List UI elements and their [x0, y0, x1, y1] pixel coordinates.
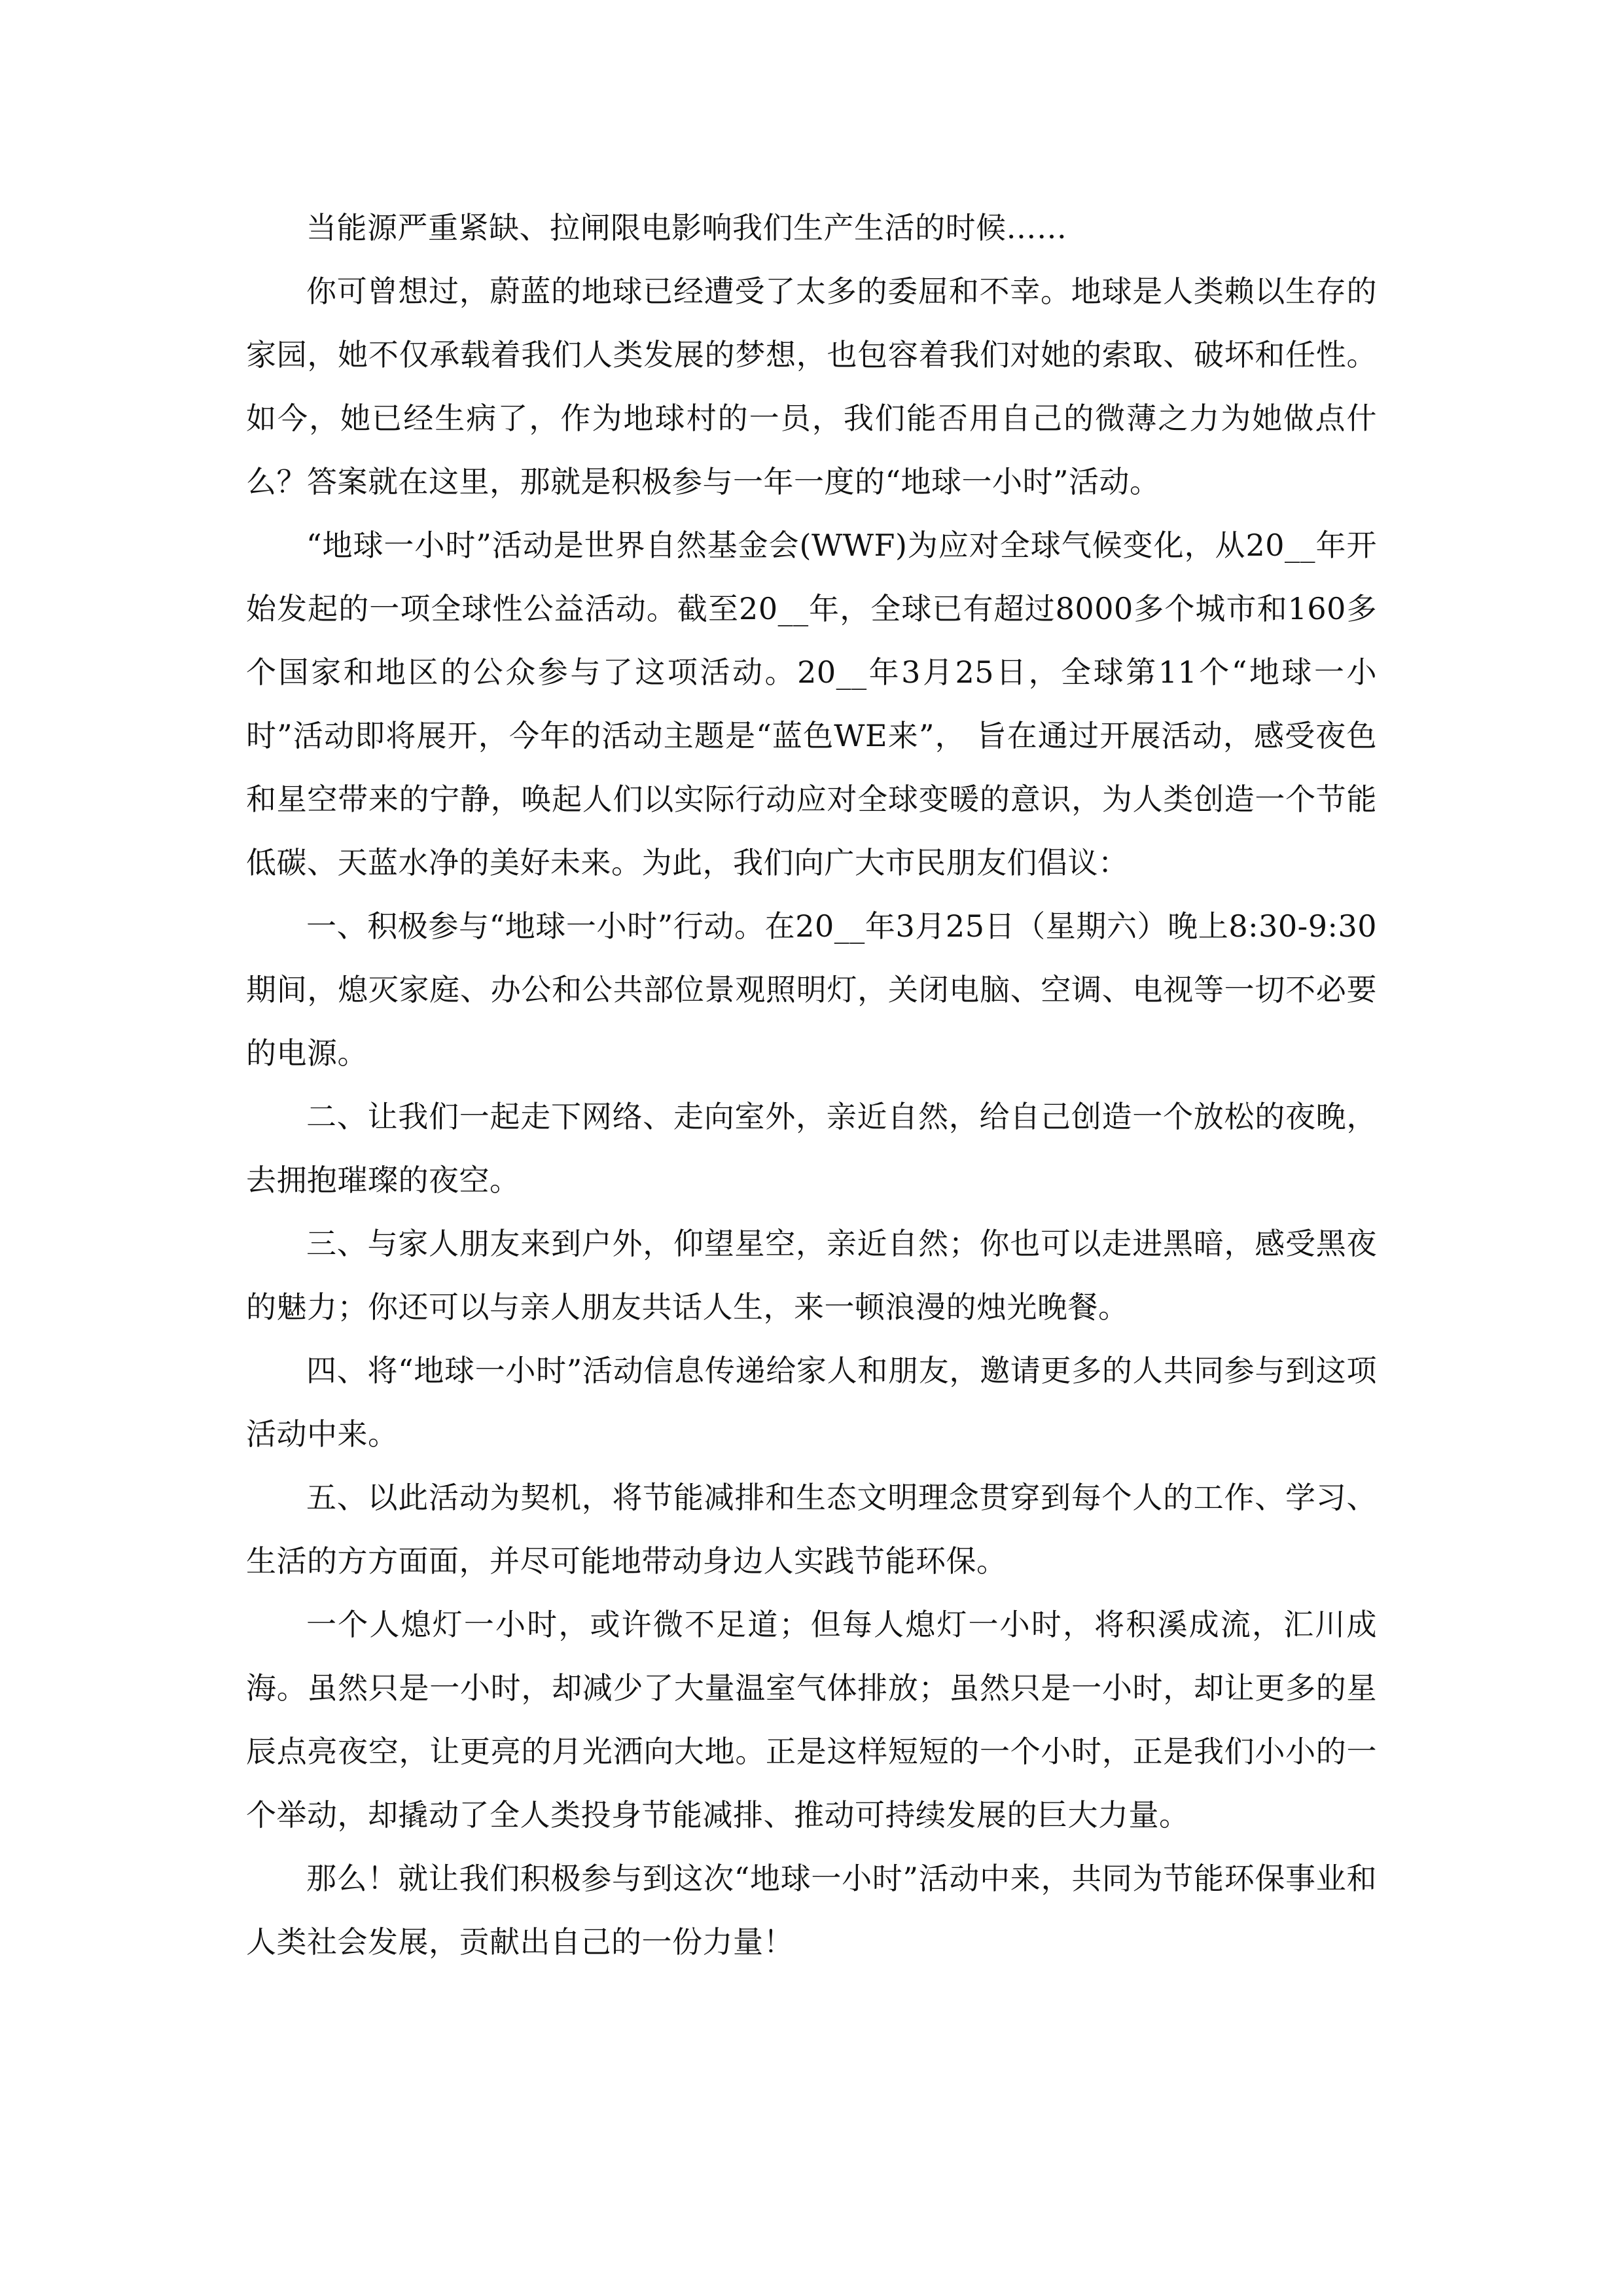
paragraph-item-3: 三、与家人朋友来到户外，仰望星空，亲近自然；你也可以走进黑暗，感受黑夜的魅力；你还可以与亲人朋友共话人生，来一顿浪漫的烛光晚餐。 [246, 1226, 1377, 1325]
paragraph-intro: 当能源严重紧缺、拉闸限电影响我们生产生活的时候…… [306, 210, 1067, 245]
paragraph-earth: 你可曾想过，蔚蓝的地球已经遭受了太多的委屈和不幸。地球是人类赖以生存的家园，她不仅承载着我们人类发展的梦想，也包容着我们对她的索取、破坏和任性。如今，她已经生病了，作为地球村的一员，我们能否用自己的微薄之力为她做点什么？答案就在这里，那就是积极参与一年一度的“地球一小时”活动。 [246, 274, 1377, 499]
paragraph-item-1: 一、积极参与“地球一小时”行动。在20__年3月25日（星期六）晚上8:30-9:30期间，熄灭家庭、办公和公共部位景观照明灯，关闭电脑、空调、电视等一切不必要的电源。 [246, 908, 1377, 1071]
document-body [246, 196, 1377, 1974]
paragraph-item-5: 五、以此活动为契机，将节能减排和生态文明理念贯穿到每个人的工作、学习、生活的方方面面，并尽可能地带动身边人实践节能环保。 [246, 1480, 1377, 1579]
paragraph-item-2: 二、让我们一起走下网络、走向室外，亲近自然，给自己创造一个放松的夜晚，去拥抱璀璨的夜空。 [246, 1099, 1377, 1198]
paragraph-closing: 那么！就让我们积极参与到这次“地球一小时”活动中来，共同为节能环保事业和人类社会发展，贡献出自己的一份力量！ [246, 1861, 1377, 1960]
paragraph-item-4: 四、将“地球一小时”活动信息传递给家人和朋友，邀请更多的人共同参与到这项活动中来。 [246, 1353, 1377, 1452]
paragraph-one-hour: 一个人熄灯一小时，或许微不足道；但每人熄灯一小时，将积溪成流，汇川成海。虽然只是一小时，却减少了大量温室气体排放；虽然只是一小时，却让更多的星辰点亮夜空，让更亮的月光洒向大地。正是这样短短的一个小时，正是我们小小的一个举动，却撬动了全人类投身节能减排、推动可持续发展的巨大力量。 [246, 1607, 1377, 1833]
paragraph-event: “地球一小时”活动是世界自然基金会(WWF)为应对全球气候变化，从20__年开始发起的一项全球性公益活动。截至20__年，全球已有超过8000多个城市和160多个国家和地区的公众参与了这项活动。20__年3月25日，全球第11个“地球一小时”活动即将展开，今年的活动主题是“蓝色WE来”， 旨在通过开展活动，感受夜色和星空带来的宁静，唤起人们以实际行动应对全球变暖的意识，为人类创造一个节能低碳、天蓝水净的美好未来。为此，我们向广大市民朋友们倡议： [246, 528, 1377, 880]
